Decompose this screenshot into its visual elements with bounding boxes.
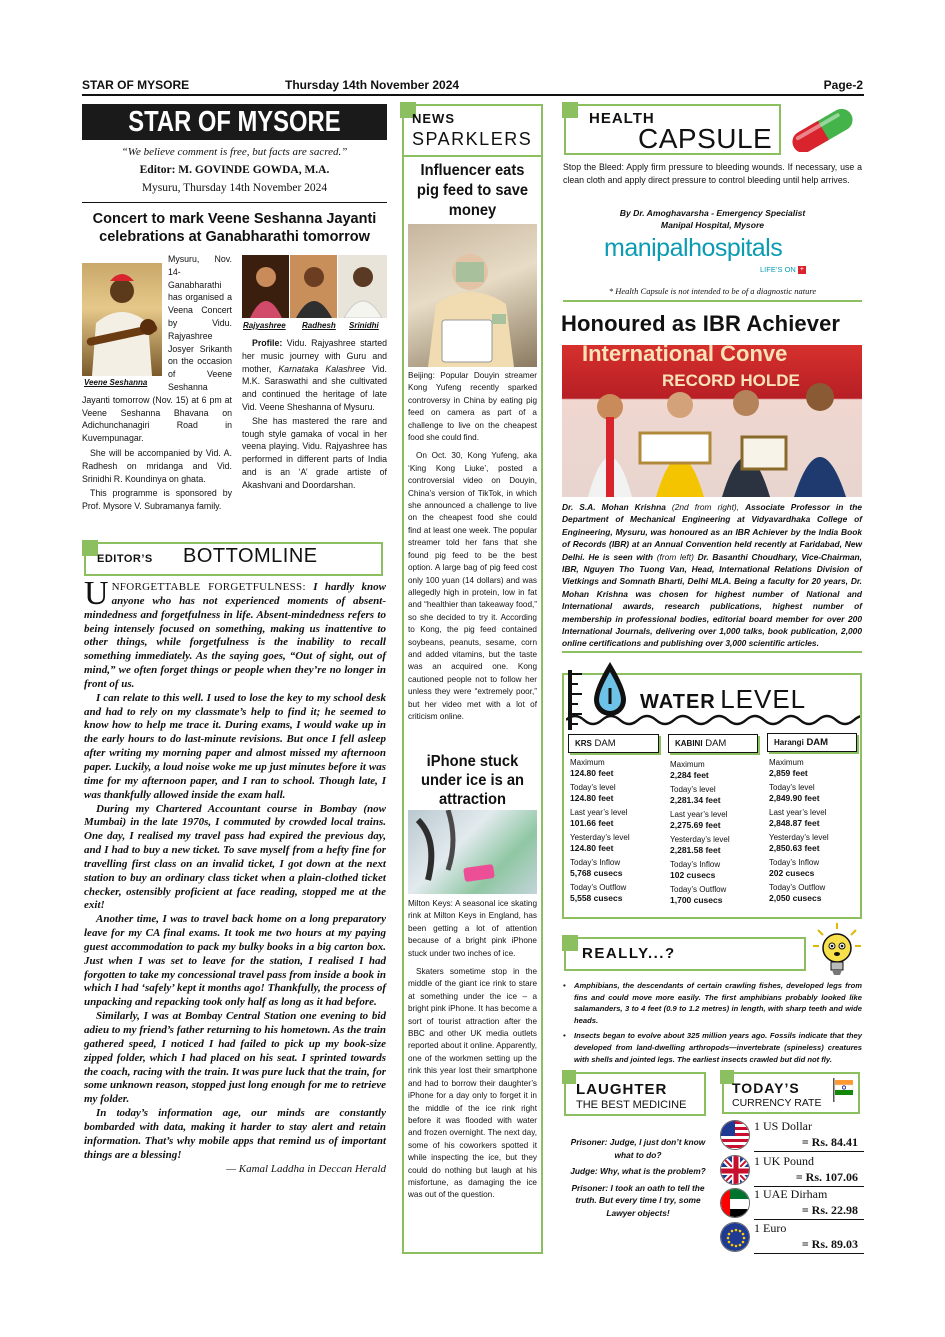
- currency-row-gbp: [720, 1155, 864, 1185]
- krs-last-label: Last year’s level: [570, 808, 628, 817]
- usd-unit: 1 US Dollar: [754, 1119, 812, 1133]
- manipal-tagline: [760, 265, 806, 274]
- really-item-1-text: Amphibians, the descendants of certain crawling fishes, developed legs from fins and could move more easily. The first amphibians probably looked like salamanders, 3 to 4 feet (0.9 to 1.2 metres) in length, with sharp teeth and wide heads.: [574, 981, 862, 1025]
- aed-value: = Rs. 22.98: [801, 1203, 858, 1217]
- harangi-yest-value: 2,850.63 feet: [769, 843, 820, 853]
- news-story-2-lead: Milton Keys: A seasonal ice skating rink at Milton Keys in England, has been getting a lot of attention because of a bright pink iPhone stuck under two inches of ice.: [408, 899, 537, 958]
- usd-rule: [754, 1151, 864, 1152]
- health-byline-1: By Dr. Amoghavarsha - Emergency Specialist: [619, 208, 806, 218]
- kabini-dam-header: [668, 734, 758, 753]
- health-title: CAPSULE: [638, 123, 773, 154]
- manipal-logo-b: hospitals: [688, 234, 783, 262]
- joke-line-3: Prisoner: I took an oath to tell the truth. But every time I try, some Lawyer objects!: [571, 1182, 705, 1218]
- page-header-publication: STAR OF MYSORE: [82, 78, 190, 92]
- ibr-award-photo: [562, 345, 862, 497]
- manipal-logo: [604, 234, 782, 263]
- krs-inflow-value: 5,768 cusecs: [570, 868, 623, 878]
- krs-dam-name: DAM: [594, 738, 616, 749]
- us-flag-icon: [720, 1120, 750, 1150]
- bullet-icon: •: [563, 1031, 566, 1041]
- krs-last-value: 101.66 feet: [570, 818, 614, 828]
- krs-dam-short: KRS: [575, 739, 592, 748]
- editor-paragraph-4: Another time, I was to travel back home on a long preparatory leave for my CA final exams. It took me two hours at my paying guest accommodation to pack my bulky books in a big carton box. Just when I was set to leave for the station, I realised I had forgotten to take my concessional travel pass from inside a book in which I had ‘safely’ kept it months ago! Thankfully, the process of unpacking and repacking took only half as long as it had before.: [84, 913, 386, 1009]
- influencer-figure-icon: [408, 224, 537, 367]
- editor-lead-caps: NFORGETTABLE FORGETFULNESS:: [111, 581, 306, 593]
- uk-flag-svg: [721, 1156, 750, 1185]
- profile-paragraph: [242, 337, 387, 414]
- kabini-max-value: 2,284 feet: [670, 770, 709, 780]
- header-rule: [82, 94, 864, 96]
- harangi-dam-header: [767, 733, 857, 752]
- kabini-today-label: Today’s level: [670, 785, 716, 794]
- krs-max-label: Maximum: [570, 758, 605, 767]
- masthead: [82, 104, 387, 140]
- srinidhi-figure-icon: [338, 255, 387, 318]
- ibr-banner-text-1: International Conve: [582, 345, 788, 366]
- editor-title: BOTTOMLINE: [183, 545, 318, 567]
- harangi-today-value: 2,849.90 feet: [769, 793, 820, 803]
- krs-outflow-label: Today’s Outflow: [570, 883, 627, 892]
- krs-dam-header: [568, 734, 659, 753]
- kabini-last-value: 2,275.69 feet: [670, 820, 721, 830]
- news-tab-label: NEWS: [412, 111, 455, 126]
- profile-gamaka: She has mastered the rare and tough style gamaka of vocal in her veena playing. Vidu. Rajyashree has performed in different parts of India and is an ‘A’ grade artiste of Akashvani and Doordarshan.: [242, 415, 387, 490]
- india-flag-icon: [832, 1078, 854, 1102]
- news-story-2-body: Skaters sometime stop in the middle of the giant ice rink to stare at something under the ice – a bright pink iPhone. It has become a sort of tourist attraction after the BBC and other UK media outlets reported about it online. Apparently, one of the workmen setting up the rink this year lost their smartphone and had to borrow their daughter’s iPhone for a day only to forget it in the middle of the ice rink right before it was flooded with water and frozen overnight. The next day, some of his coworkers spotted it while inspecting the ice, but they could do nothing but laugh at his misfortune, as damaging the ice was out of the question.: [408, 967, 537, 1200]
- masthead-rule: [82, 202, 387, 203]
- water-title: [640, 684, 806, 715]
- ibr-banner-text-2: RECORD HOLDE: [662, 371, 800, 390]
- news-headline-2: iPhone stuck under ice is an attraction: [420, 753, 525, 808]
- news-story-1: [408, 370, 537, 723]
- masthead-dateline: Mysuru, Thursday 14th November 2024: [141, 182, 328, 194]
- srinidhi-photo: [338, 255, 387, 318]
- eur-rule: [754, 1253, 864, 1254]
- news-title: SPARKLERS: [412, 129, 533, 149]
- news-headline-1: Influencer eats pig feed to save money: [416, 162, 529, 219]
- eu-flag-svg: [721, 1223, 750, 1252]
- editor-paragraph-6: In today’s information age, our minds are constantly bombarded with data, making it harder to stay alert and retain information. That’s why mobile apps that remind us of important things are a blessing!: [84, 1107, 386, 1161]
- krs-yest-value: 124.80 feet: [570, 843, 614, 853]
- water-title-a: WATER: [640, 691, 716, 713]
- health-body: Stop the Bleed: Apply firm pressure to bleeding wounds. If necessary, use a clean cloth and apply direct pressure to control bleeding until help arrives.: [563, 162, 862, 185]
- joke-line-2: Judge: Why, what is the problem?: [570, 1166, 706, 1176]
- harangi-yest-label: Yesterday’s level: [769, 833, 829, 842]
- kabini-outflow-label: Today’s Outflow: [670, 885, 727, 894]
- rajyashree-figure-icon: [242, 255, 289, 318]
- wave-svg: [566, 714, 860, 734]
- manipal-tagline-text: LIFE’S ON: [760, 265, 796, 274]
- news-story-2: [408, 898, 537, 1202]
- ibr-caption-b: Associate Professor in the Department of Mechanical Engineering at Vidyavardhaka College of Engineering, Mysuru, was honoured as an IBR Achiever by the India Book of Records (IBR) at an Annual Convention held recently at Faridabad, New Delhi. He is seen with: [562, 502, 862, 562]
- editor-lead-text: I hardly know anyone who has not experienced moments of absent-mindedness and forgetfulness in life. Absent-mindedness refers to being intensely focused on something, making us inattentive to other things, while forgetfulness is the inability to recall something immediately. As the saying goes, “Out of sight, out of mind,” we often forget things or people when they’re no longer in front of us.: [84, 581, 386, 690]
- kabini-inflow-label: Today’s Inflow: [670, 860, 721, 869]
- kabini-dam-short: KABINI: [675, 739, 703, 748]
- laughter-heading-tab: [562, 1070, 576, 1084]
- harangi-inflow-value: 202 cusecs: [769, 868, 815, 878]
- really-heading-tab: [562, 935, 578, 951]
- aed-rule: [754, 1219, 864, 1220]
- health-tab-label: HEALTH: [589, 110, 655, 127]
- laughter-joke: [566, 1136, 710, 1219]
- concert-lead-text: [82, 253, 232, 513]
- eu-flag-icon: [720, 1222, 750, 1252]
- profile-text-b: Vid. M.K. Saraswathi and she cultivated and continued the heritage of late Vid. Veene Sheshanna of Mysuru.: [242, 363, 387, 412]
- really-item-2-text: Insects began to evolve about 325 million years ago. Fossils indicate that they developed from land-dwelling arthropods—invertebrate (spineless) creatures with shells and jointed legs. The earliest insects crawled but did not fly.: [574, 1031, 862, 1064]
- srinidhi-caption: Srinidhi: [349, 321, 379, 330]
- ice-rink-icon: [408, 810, 537, 894]
- editor-paragraph-5: Similarly, I was at Bombay Central Station one evening to bid adieu to my friend’s father returning to his hometown. As the train gathered speed, I noticed I had failed to pick up my book-size zipped folder, which I had placed on his seat. I sprinted towards the coach, racing with the train. It was pure luck that the train, for some unknown reason, stopped just long enough for me to retrieve my folder.: [84, 1010, 386, 1106]
- news-story-1-body: On Oct. 30, Kong Yufeng, aka ‘King Kong Liuke’, posted a controversial video on Douyin, China’s version of TikTok, in which she announced a challenge to live on the cheapest food she could find at least one week. The popular streamer told her fans that she found pig feed to be the best option. A large bag of pig feed cost only 100 yuan (14 dollars) and was allegedly high in protein, low in fat and “healthier than takeaway food,” so she decided to try it. According to Kong, the pig feed contained soybeans, peanuts, sesame, corn and added vitamins, but the taste was an acquired one. Kong cautioned people not to follow her unless they were “extremely poor,” but her video met with a lot of criticism online.: [408, 451, 537, 721]
- health-rule: [563, 300, 862, 302]
- krs-max-value: 124.80 feet: [570, 768, 614, 778]
- iphone-ice-photo: [408, 810, 537, 894]
- eur-value: = Rs. 89.03: [801, 1237, 858, 1251]
- india-flag-svg: [832, 1078, 854, 1102]
- profile-label: Profile:: [252, 338, 283, 348]
- masthead-title: STAR OF MYSORE: [128, 106, 341, 138]
- harangi-dam-short: Harangi: [774, 738, 804, 747]
- usd-value: = Rs. 84.41: [801, 1135, 858, 1149]
- kabini-outflow-value: 1,700 cusecs: [670, 895, 723, 905]
- ibr-caption: [562, 501, 862, 650]
- harangi-max-value: 2,859 feet: [769, 768, 808, 778]
- profile-title: Karnataka Kalashree: [278, 363, 366, 374]
- kabini-dam-name: DAM: [705, 738, 727, 749]
- ibr-headline: Honoured as IBR Achiever: [561, 311, 841, 336]
- us-flag-svg: [721, 1121, 750, 1150]
- health-note: * Health Capsule is not intended to be of a diagnostic nature: [608, 286, 817, 296]
- aed-unit: 1 UAE Dirham: [754, 1187, 828, 1201]
- masthead-editor: Editor: M. GOVINDE GOWDA, M.A.: [139, 164, 330, 176]
- water-wave-icon: [566, 714, 860, 734]
- editor-dropcap: U: [84, 575, 109, 612]
- editor-heading-tab: [82, 540, 98, 556]
- krs-yest-label: Yesterday’s level: [570, 833, 630, 842]
- uae-flag-icon: [720, 1188, 750, 1218]
- capsule-pill-icon: [783, 108, 861, 152]
- gbp-unit: 1 UK Pound: [754, 1154, 815, 1168]
- ibr-caption-d: Dr. Basanthi Choudhary, Vice-Chairman, IBR, Nguyen Tho Tuong Van, Head, International Relations Division of Vietkings and Somnath Bharti, Delhi MLA. Being a faculty for 20 years, Dr. Mohan Krishna was chosen for highest number of National and International awards, research publications, highest number of membership in professional bodies, editorial board member for over 200 International Journals, delivering over 1,000 talks, book publication, 2,000 online certifications and publishing over 3,000 scientific articles.: [562, 551, 863, 649]
- editor-byline: — Kamal Laddha in Deccan Herald: [226, 1163, 386, 1176]
- uk-flag-icon: [720, 1155, 750, 1185]
- kabini-yest-value: 2,281.58 feet: [670, 845, 721, 855]
- news-story-1-lead: Beijing: Popular Douyin streamer Kong Yufeng recently sparked controversy in China by eating pig feed on camera as part of a challenge to live on the cheapest food she could find.: [408, 371, 537, 443]
- manipal-plus-icon: +: [799, 266, 804, 274]
- harangi-today-label: Today’s level: [769, 783, 815, 792]
- kabini-inflow-value: 102 cusecs: [670, 870, 716, 880]
- currency-row-usd: [720, 1120, 864, 1150]
- harangi-dam-values: [769, 758, 894, 904]
- concert-lead: Mysuru, Nov. 14- Ganabharathi has organised a Veena Concert by Vidu. Rajyashree Josyer Srikanth on the occasion of Veene Seshanna Jayanti tomorrow (Nov. 15) at 6 pm at Veene Seshanna Bhavana on Adichunchanagiri Road in Kuvempunagar.: [82, 254, 232, 444]
- capsule-pill-svg: [783, 108, 861, 152]
- kabini-max-label: Maximum: [670, 760, 705, 769]
- laughter-subtitle: THE BEST MEDICINE: [576, 1099, 687, 1111]
- concert-profile: [242, 337, 387, 492]
- eur-unit: 1 Euro: [754, 1221, 787, 1235]
- currency-row-eur: [720, 1222, 864, 1252]
- editor-paragraph-2: I can relate to this well. I used to lose the key to my school desk and had to rely on my classmate’s help to find it; he seemed to know how to help me trace it. During exams, I would wake up in the early hours to do last-minute revisions. But once I fell asleep after writing my morning paper and almost missed my afternoon paper. Luckily, a loud noise woke me up just minutes before it was time for my afternoon paper, and I ran to school. Though late, I was thankfully allowed inside the exam hall.: [84, 691, 386, 801]
- health-heading-tab: [562, 102, 578, 118]
- kabini-last-label: Last year’s level: [670, 810, 728, 819]
- page-header-page: Page-2: [823, 78, 863, 92]
- really-item-2: [562, 1030, 862, 1065]
- really-title: REALLY...?: [582, 945, 676, 962]
- news-title-rule: [402, 155, 543, 157]
- laughter-title: LAUGHTER: [576, 1081, 668, 1098]
- lightbulb-svg: [812, 922, 862, 978]
- photo-float-spacer: [82, 253, 168, 390]
- harangi-max-label: Maximum: [769, 758, 804, 767]
- joke-line-1: Prisoner: Judge, I just don’t know what to do?: [570, 1137, 706, 1160]
- concert-sponsor: This programme is sponsored by Prof. Mysore V. Subramanya family.: [82, 488, 232, 512]
- ibr-caption-c: (from left): [653, 551, 698, 562]
- really-item-1: [562, 980, 862, 1026]
- kabini-today-value: 2,281.34 feet: [670, 795, 721, 805]
- harangi-last-value: 2,848.87 feet: [769, 818, 820, 828]
- concert-headline: Concert to mark Veene Seshanna Jayanti celebrations at Ganabharathi tomorrow: [92, 211, 377, 245]
- really-list: [562, 980, 862, 1065]
- radhesh-caption: Radhesh: [302, 321, 336, 330]
- health-byline-2: Manipal Hospital, Mysore: [660, 220, 765, 230]
- masthead-motto: “We believe comment is free, but facts are sacred.”: [121, 146, 348, 158]
- rajyashree-caption: Rajyashree: [243, 321, 286, 330]
- influencer-photo: [408, 224, 537, 367]
- editor-body: [84, 575, 386, 1177]
- award-group-figure-icon: [562, 345, 862, 497]
- profile-text-a: Vidu. Rajyashree started her music journey with Guru and mother,: [242, 338, 387, 374]
- krs-today-label: Today’s level: [570, 783, 616, 792]
- harangi-outflow-label: Today’s Outflow: [769, 883, 826, 892]
- krs-outflow-value: 5,558 cusecs: [570, 893, 623, 903]
- harangi-dam-name: DAM: [806, 737, 829, 748]
- currency-title: TODAY’S: [732, 1080, 800, 1096]
- harangi-inflow-label: Today’s Inflow: [769, 858, 820, 867]
- bullet-icon: •: [563, 981, 566, 990]
- radhesh-photo: [290, 255, 337, 318]
- water-title-b: LEVEL: [720, 684, 807, 714]
- veene-seshanna-caption: Veene Seshanna: [84, 378, 148, 387]
- ibr-caption-name: Dr. S.A. Mohan Krishna: [562, 502, 666, 512]
- krs-today-value: 124.80 feet: [570, 793, 614, 803]
- lightbulb-icon: [812, 922, 862, 978]
- kabini-yest-label: Yesterday’s level: [670, 835, 730, 844]
- harangi-last-label: Last year’s level: [769, 808, 827, 817]
- radhesh-figure-icon: [290, 255, 337, 318]
- ibr-caption-a: (2nd from right),: [665, 502, 746, 512]
- editor-paragraph-1: [84, 575, 386, 692]
- currency-subtitle: CURRENCY RATE: [732, 1097, 822, 1109]
- page-header-date: Thursday 14th November 2024: [285, 78, 460, 92]
- krs-inflow-label: Today’s Inflow: [570, 858, 621, 867]
- ibr-rule: [562, 651, 862, 653]
- uae-flag-svg: [721, 1189, 750, 1218]
- manipal-logo-a: manipal: [604, 234, 689, 262]
- editor-tab-label: EDITOR’S: [97, 553, 153, 565]
- gbp-value: = Rs. 107.06: [795, 1170, 858, 1184]
- rajyashree-photo: [242, 255, 289, 318]
- concert-accompany: She will be accompanied by Vid. A. Radhesh on mridanga and Vid. Srinidhi R. Koundinya on ghata.: [82, 447, 232, 484]
- harangi-outflow-value: 2,050 cusecs: [769, 893, 822, 903]
- currency-row-aed: [720, 1188, 864, 1218]
- editor-paragraph-3: During my Chartered Accountant course in Bombay (now Mumbai) in the late 1970s, I commuted by crowded local trains. One day, I realised my travel pass had expired the previous day, and I had to buy a new ticket. To save myself from a hefty fine for travelling first class on an invalid ticket, I got down at the next station to buy an ordinary class ticket when a plain-clothed ticket checker, ostensibly proficient at face reading, stopped me at the exit!: [84, 802, 386, 912]
